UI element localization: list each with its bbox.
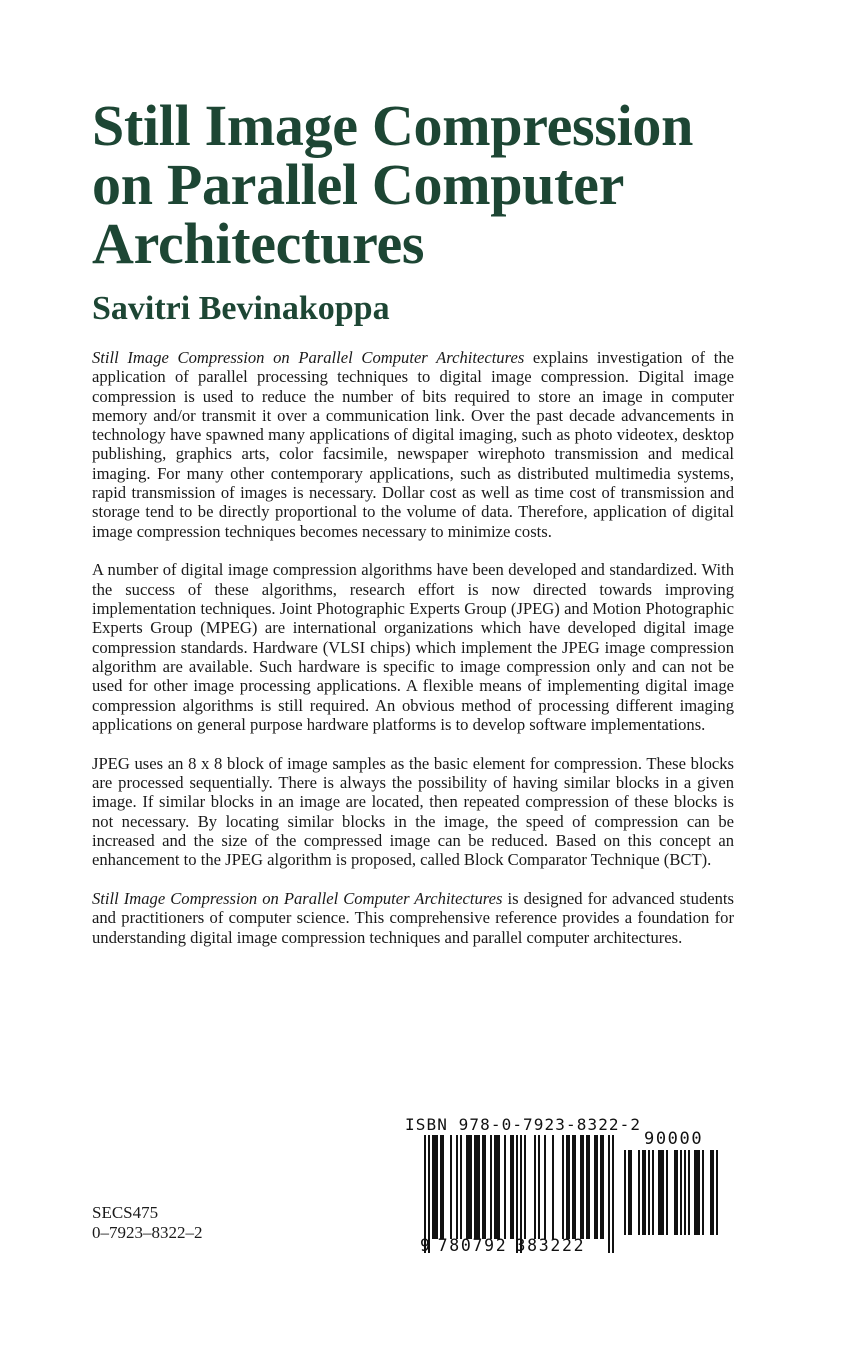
ean13-bar xyxy=(456,1135,458,1239)
addon-bar xyxy=(666,1150,668,1235)
ean13-bar xyxy=(466,1135,472,1239)
addon-bar xyxy=(684,1150,686,1235)
ean13-bar xyxy=(450,1135,452,1239)
description-paragraph-1-text: explains investigation of the application of parallel processing techniques to digital image compression. Digital image compression is used to reduce the number of bits required to store an image in computer memory and/or transmit it over a communication link. Over the past decade advancements in technology have spawned many applications of digital imaging, such as photo videotex, desktop publishing, graphics arts, color facsimile, newspaper wirephoto transmission and medical imaging. For many other contemporary applications, such as distributed multimedia systems, rapid transmission of images is necessary. Dollar cost as well as time cost of transmission and storage tend to be directly proportional to the volume of data. Therefore, application of digital image compression techniques becomes necessary to minimize costs. xyxy=(92,348,734,541)
book-description xyxy=(92,348,734,966)
ean13-bar xyxy=(594,1135,598,1239)
description-paragraph-3: JPEG uses an 8 x 8 block of image samples as the basic element for compression. These blocks are processed sequentially. There is always the possibility of having similar blocks in a given image. If similar blocks in an image are located, then repeated compression of these blocks is not necessary. By locating similar blocks in the image, the speed of compression can be increased and the size of the compressed image can be reduced. Based on this concept an enhancement to the JPEG algorithm is proposed, called Block Comparator Technique (BCT). xyxy=(92,753,734,870)
addon-bar xyxy=(680,1150,682,1235)
addon-bar xyxy=(710,1150,714,1235)
ean13-bar xyxy=(612,1135,614,1253)
price-code: 90000 xyxy=(644,1129,704,1149)
addon-bar xyxy=(716,1150,718,1235)
book-title-italic: Still Image Compression on Parallel Computer Architectures xyxy=(92,348,525,367)
addon-bar xyxy=(652,1150,654,1235)
author-name: Savitri Bevinakoppa xyxy=(92,290,390,327)
title-line-2: on Parallel Computer xyxy=(92,152,625,217)
addon-bar xyxy=(688,1150,690,1235)
barcode-left-digits: 780792 xyxy=(437,1236,508,1255)
series-code: SECS475 xyxy=(92,1203,159,1222)
title-line-1: Still Image Compression xyxy=(92,93,694,158)
ean13-bar xyxy=(586,1135,590,1239)
price-addon-barcode xyxy=(624,1150,718,1235)
ean13-bar xyxy=(440,1135,444,1239)
isbn-10: 0–7923–8322–2 xyxy=(92,1223,203,1242)
addon-bar xyxy=(658,1150,664,1235)
ean13-bar xyxy=(538,1135,540,1239)
ean13-bar xyxy=(600,1135,604,1239)
ean13-bar xyxy=(562,1135,564,1239)
book-title xyxy=(92,93,812,276)
ean13-bar xyxy=(460,1135,462,1239)
ean13-bar xyxy=(572,1135,576,1239)
ean13-bar xyxy=(534,1135,536,1239)
ean13-bar xyxy=(524,1135,526,1239)
ean13-bar xyxy=(482,1135,486,1239)
addon-bar xyxy=(674,1150,678,1235)
ean13-bar xyxy=(474,1135,480,1239)
barcode-digits xyxy=(420,1237,585,1255)
addon-bar xyxy=(694,1150,700,1235)
ean13-bar xyxy=(552,1135,554,1239)
addon-bar xyxy=(642,1150,646,1235)
ean13-bar xyxy=(490,1135,492,1239)
addon-bar xyxy=(624,1150,626,1235)
book-title-italic: Still Image Compression on Parallel Computer Architectures xyxy=(92,888,503,908)
description-paragraph-1 xyxy=(92,348,734,541)
description-paragraph-2: A number of digital image compression algorithms have been developed and standardized. With the success of these algorithms, research effort is now directed towards improving implementation techniques. Joint Photographic Experts Group (JPEG) and Motion Photographic Experts Group (MPEG) are international organizations which have developed digital image compression standards. Hardware (VLSI chips) which implement the JPEG image compression algorithm are available. Such hardware is specific to image compression only and can not be used for other image processing applications. A flexible means of implementing digital image compression algorithms is still required. An obvious method of processing different imaging applications on general purpose hardware platforms is to develop software implementations. xyxy=(92,560,734,734)
ean13-bar xyxy=(494,1135,500,1239)
addon-bar xyxy=(702,1150,704,1235)
ean13-bar xyxy=(566,1135,570,1239)
description-paragraph-4 xyxy=(92,889,734,947)
ean13-bar xyxy=(510,1135,514,1239)
barcode-right-digits: 383222 xyxy=(515,1236,586,1255)
description-paragraph-4-text: is designed for advanced students and practitioners of computer science. This comprehensive reference provides a foundation for understanding digital image compression techniques and parallel computer architectures. xyxy=(92,888,734,947)
title-line-3: Architectures xyxy=(92,211,425,276)
isbn-label: ISBN 978-0-7923-8322-2 xyxy=(405,1115,642,1134)
addon-bar xyxy=(628,1150,632,1235)
addon-bar xyxy=(648,1150,650,1235)
ean13-bar xyxy=(432,1135,438,1239)
addon-bar xyxy=(638,1150,640,1235)
ean13-bar xyxy=(580,1135,584,1239)
ean13-bar xyxy=(608,1135,610,1253)
ean13-bar xyxy=(544,1135,546,1239)
catalog-codes xyxy=(92,1203,203,1243)
ean13-bar xyxy=(504,1135,506,1239)
barcode-lead-digit: 9 xyxy=(420,1236,432,1255)
